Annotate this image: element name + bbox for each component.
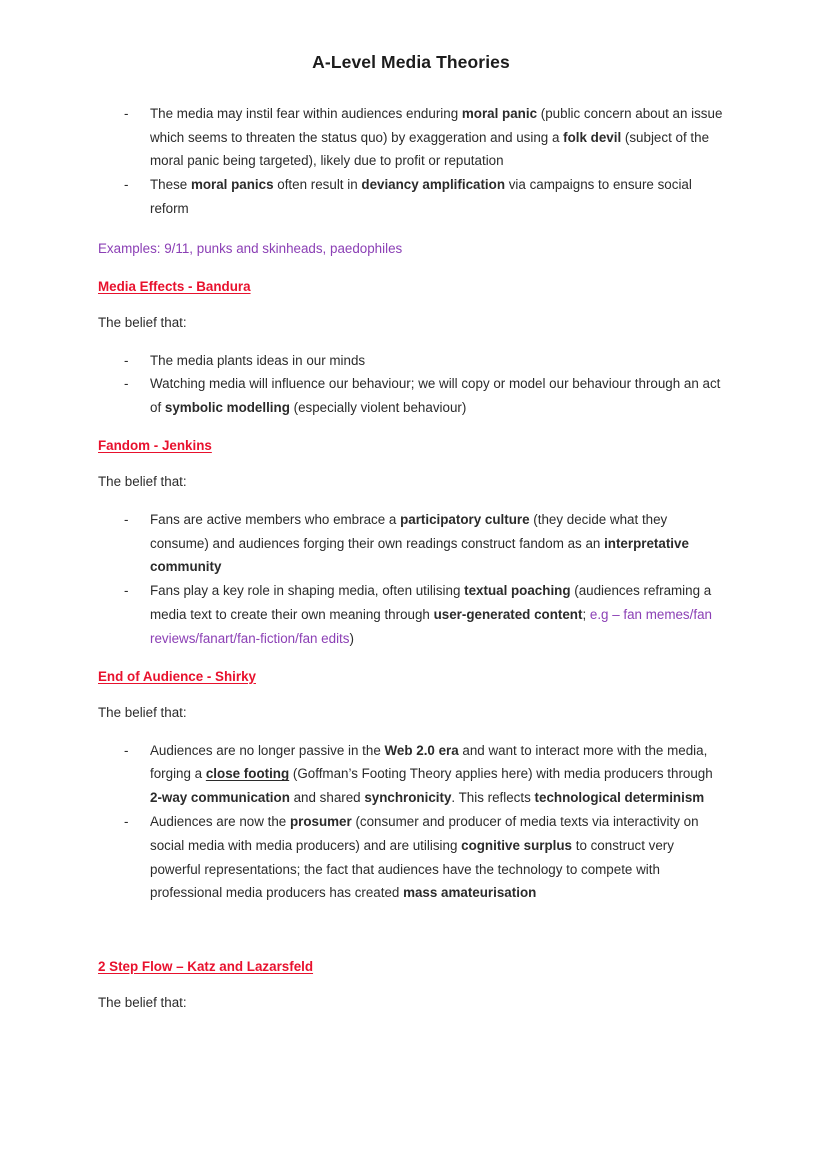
bullet-text [150, 583, 712, 646]
bullet-list-end-of-audience-shirky [98, 739, 724, 906]
section-lead-two-step-flow-katz-lazarsfeld: The belief that: [98, 995, 187, 1011]
bullet-dash-icon: - [124, 813, 129, 829]
text-run: close footing [205, 766, 290, 782]
text-run: Fans are active members who embrace a [150, 511, 401, 527]
text-run: and shared [289, 790, 365, 806]
text-run: cognitive surplus [461, 837, 572, 853]
text-run: (public concern about an issue which seems to threaten the status quo) by exaggeration and using a [150, 105, 723, 145]
text-run: Fans play a key role in shaping media, often utilising [150, 583, 465, 599]
bullet-list-intro-moral-panic [98, 102, 724, 221]
text-run: user-generated content [433, 607, 583, 623]
section-gap [98, 905, 724, 957]
list-item [98, 739, 724, 810]
lead-gap [98, 725, 724, 739]
list-item [98, 372, 724, 420]
bullet-list-media-effects-bandura [98, 349, 724, 420]
list-item [98, 810, 724, 905]
note-gap [98, 221, 724, 237]
text-run: Web 2.0 era [384, 742, 459, 758]
text-run: Audiences are no longer passive in the [150, 742, 385, 758]
text-run: often result in [273, 177, 362, 193]
text-run: (especially violent behaviour) [289, 400, 467, 416]
lead-gap [98, 335, 724, 349]
section-heading-media-effects-bandura: Media Effects - Bandura [98, 278, 251, 294]
bullet-text [150, 512, 689, 575]
bullet-text [150, 743, 713, 806]
text-run: synchronicity [364, 790, 452, 806]
text-run: 2-way communication [150, 790, 290, 806]
section-media-effects-bandura [98, 277, 724, 420]
text-run: interpretative community [150, 535, 689, 575]
section-heading-two-step-flow-katz-lazarsfeld: 2 Step Flow – Katz and Lazarsfeld [98, 959, 314, 975]
bullet-dash-icon: - [124, 177, 129, 193]
text-run: symbolic modelling [164, 400, 290, 416]
text-run: The media may instil fear within audiences enduring [150, 105, 462, 121]
lead-gap [98, 1015, 724, 1029]
text-run: moral panic [461, 105, 538, 121]
section-heading-fandom-jenkins: Fandom - Jenkins [98, 437, 212, 453]
bullet-text [150, 106, 722, 169]
text-run: participatory culture [400, 511, 530, 527]
note-note-examples: Examples: 9/11, punks and skinheads, paedophiles [98, 240, 403, 256]
list-item [98, 349, 724, 373]
bullet-list-fandom-jenkins [98, 508, 724, 651]
text-run: to construct very powerful representations; the fact that audiences have the technology to compete with professional media producers has created [150, 837, 674, 901]
text-run: e.g – fan memes/fan reviews/fanart/fan-fiction/fan edits [150, 607, 712, 646]
text-run: ) [349, 630, 354, 646]
text-run: . This reflects [451, 790, 535, 806]
list-item [98, 579, 724, 650]
list-item [98, 508, 724, 579]
section-heading-end-of-audience-shirky: End of Audience - Shirky [98, 668, 256, 684]
section-fandom-jenkins [98, 436, 724, 651]
heading-gap [98, 456, 724, 470]
text-run: prosumer [289, 813, 352, 829]
heading-gap [98, 297, 724, 311]
bullet-text [150, 376, 720, 415]
text-run: (they decide what they consume) and audiences forging their own readings construct fandom as an [150, 511, 668, 551]
text-run: Watching media will influence our behaviour; we will copy or model our behaviour through an act of [150, 376, 721, 416]
text-run: (Goffman’s Footing Theory applies here) with media producers through [289, 766, 713, 782]
list-item [98, 102, 724, 173]
bullet-dash-icon: - [124, 511, 129, 527]
bullet-dash-icon: - [124, 376, 129, 392]
section-lead-media-effects-bandura: The belief that: [98, 314, 187, 330]
text-run: (subject of the moral panic being targeted), likely due to profit or reputation [150, 129, 710, 169]
text-run: (audiences reframing a media text to create their own meaning through [150, 583, 712, 623]
text-run: ; [582, 607, 590, 623]
lead-gap [98, 494, 724, 508]
text-run: folk devil [563, 129, 622, 145]
sections-container [98, 102, 724, 1029]
page-title: A-Level Media Theories [312, 52, 510, 72]
text-run: mass amateurisation [403, 885, 537, 901]
section-intro-moral-panic [98, 102, 724, 261]
title-spacer [98, 74, 724, 102]
text-run: (consumer and producer of media texts via interactivity on social media with media producers) and are utilising [150, 813, 699, 853]
bullet-text [150, 177, 692, 216]
section-lead-fandom-jenkins: The belief that: [98, 474, 187, 490]
text-run: technological determinism [534, 790, 705, 806]
section-end-of-audience-shirky [98, 667, 724, 905]
heading-gap [98, 687, 724, 701]
heading-gap [98, 977, 724, 991]
section-gap [98, 420, 724, 436]
section-gap [98, 261, 724, 277]
text-run: and want to interact more with the media, forging a [150, 742, 708, 782]
text-run: deviancy amplification [361, 177, 506, 193]
text-run: textual poaching [464, 583, 571, 599]
text-run: Audiences are now the [150, 813, 290, 829]
document-content [98, 0, 724, 1029]
section-lead-end-of-audience-shirky: The belief that: [98, 704, 187, 720]
text-run: These [150, 177, 191, 193]
section-two-step-flow-katz-lazarsfeld [98, 957, 724, 1029]
text-run: moral panics [190, 177, 274, 193]
list-item [98, 173, 724, 221]
text-run: via campaigns to ensure social reform [150, 177, 692, 217]
bullet-dash-icon: - [124, 105, 129, 121]
text-run: The media plants ideas in our minds [150, 352, 366, 368]
bullet-dash-icon: - [124, 742, 129, 758]
section-gap [98, 651, 724, 667]
bullet-text [150, 814, 699, 900]
bullet-dash-icon: - [124, 352, 129, 368]
bullet-dash-icon: - [124, 583, 129, 599]
bullet-text [150, 353, 365, 368]
